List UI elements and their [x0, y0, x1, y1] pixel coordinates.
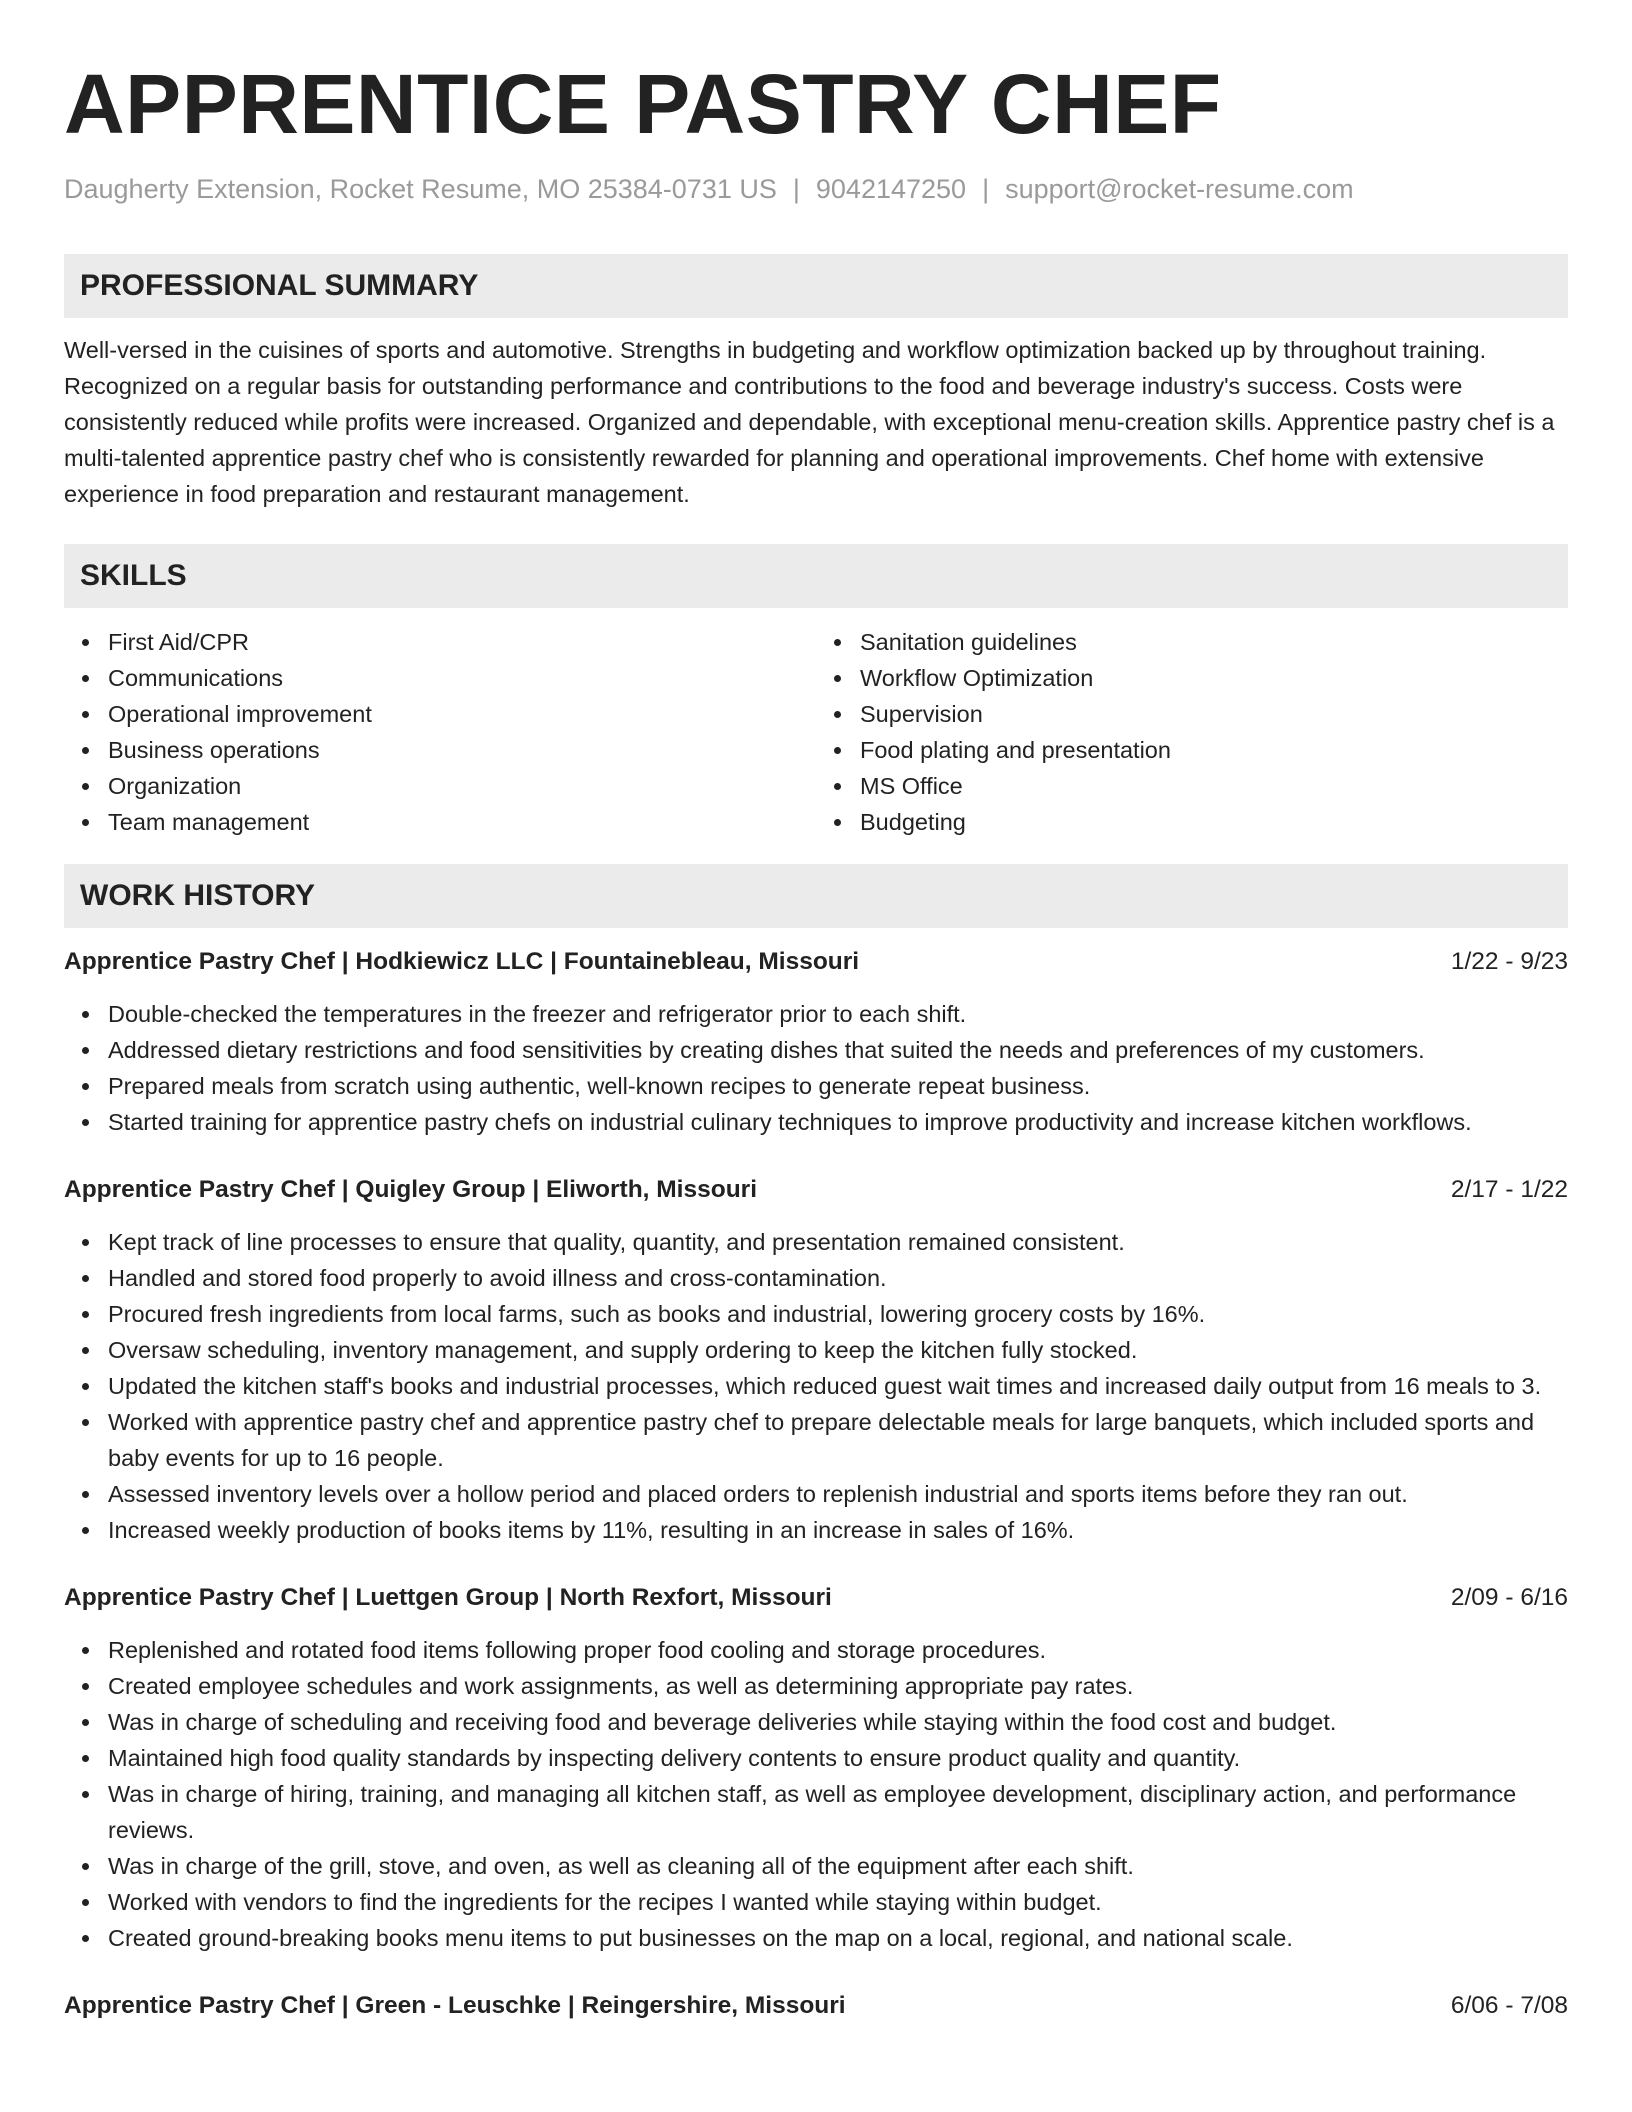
skills-column-left: [64, 624, 816, 840]
job-duty-item: Procured fresh ingredients from local farms, such as books and industrial, lowering grocery costs by 16%.: [108, 1296, 1568, 1332]
job-entry: [64, 944, 1568, 1140]
job-entry: [64, 1172, 1568, 1548]
job-title: Apprentice Pastry Chef | Hodkiewicz LLC | Fountainebleau, Missouri: [64, 948, 860, 975]
skill-item: Team management: [108, 804, 816, 840]
skill-item: Operational improvement: [108, 696, 816, 732]
contact-email: support@rocket-resume.com: [1005, 174, 1354, 204]
job-duty-item: Worked with apprentice pastry chef and apprentice pastry chef to prepare delectable meals for large banquets, which included sports and baby events for up to 16 people.: [108, 1404, 1568, 1476]
skills-column-right: [816, 624, 1568, 840]
job-duty-item: Assessed inventory levels over a hollow period and placed orders to replenish industrial and sports items before they ran out.: [108, 1476, 1568, 1512]
job-title: Apprentice Pastry Chef | Green - Leuschke | Reingershire, Missouri: [64, 1992, 846, 2019]
skills-heading: SKILLS: [64, 544, 1568, 608]
job-header: [64, 1580, 1568, 1616]
skill-item: Communications: [108, 660, 816, 696]
contact-address: Daugherty Extension, Rocket Resume, MO 25384-0731 US: [64, 174, 777, 204]
contact-phone: 9042147250: [815, 174, 967, 204]
job-duty-item: Maintained high food quality standards by inspecting delivery contents to ensure product quality and quantity.: [108, 1740, 1568, 1776]
job-dates: 1/22 - 9/23: [1450, 948, 1568, 975]
job-dates: 6/06 - 7/08: [1450, 1992, 1568, 2019]
job-duty-item: Addressed dietary restrictions and food sensitivities by creating dishes that suited the needs and preferences of my customers.: [108, 1032, 1568, 1068]
job-duty-item: Increased weekly production of books items by 11%, resulting in an increase in sales of 16%.: [108, 1512, 1568, 1548]
job-duty-item: Prepared meals from scratch using authentic, well-known recipes to generate repeat business.: [108, 1068, 1568, 1104]
contact-separator: |: [982, 174, 990, 204]
skill-item: Sanitation guidelines: [860, 624, 1568, 660]
job-duty-item: Kept track of line processes to ensure that quality, quantity, and presentation remained consistent.: [108, 1224, 1568, 1260]
job-dates: 2/09 - 6/16: [1450, 1584, 1568, 1611]
skills-grid: [64, 624, 1568, 840]
job-duty-item: Replenished and rotated food items following proper food cooling and storage procedures.: [108, 1632, 1568, 1668]
skill-item: Organization: [108, 768, 816, 804]
summary-text: Well-versed in the cuisines of sports and automotive. Strengths in budgeting and workflow optimization backed up by throughout training. Recognized on a regular basis for outstanding performance and contributions to the food and beverage industry's success. Costs were consistently reduced while profits were increased. Organized and dependable, with exceptional menu-creation skills. Apprentice pastry chef is a multi-talented apprentice pastry chef who is consistently rewarded for planning and operational improvements. Chef home with extensive experience in food preparation and restaurant management.: [64, 337, 1555, 507]
work-history-heading: WORK HISTORY: [64, 864, 1568, 928]
job-header: [64, 1988, 1568, 2024]
job-header: [64, 944, 1568, 980]
contact-separator: |: [792, 174, 800, 204]
work-history-list: [64, 944, 1568, 2024]
job-entry: [64, 1988, 1568, 2024]
job-duty-item: Double-checked the temperatures in the freezer and refrigerator prior to each shift.: [108, 996, 1568, 1032]
job-duty-item: Oversaw scheduling, inventory management, and supply ordering to keep the kitchen fully stocked.: [108, 1332, 1568, 1368]
skill-item: Business operations: [108, 732, 816, 768]
page-title: APPRENTICE PASTRY CHEF: [64, 57, 1222, 151]
job-title: Apprentice Pastry Chef | Luettgen Group | North Rexfort, Missouri: [64, 1584, 832, 1611]
contact-line: [64, 172, 1568, 206]
job-duty-item: Created employee schedules and work assignments, as well as determining appropriate pay rates.: [108, 1668, 1568, 1704]
skill-item: Workflow Optimization: [860, 660, 1568, 696]
job-duty-item: Was in charge of hiring, training, and managing all kitchen staff, as well as employee development, disciplinary action, and performance reviews.: [108, 1776, 1568, 1848]
job-duties-list: [64, 1632, 1568, 1956]
job-duty-item: Handled and stored food properly to avoid illness and cross-contamination.: [108, 1260, 1568, 1296]
summary-heading: PROFESSIONAL SUMMARY: [64, 254, 1568, 318]
skill-item: Supervision: [860, 696, 1568, 732]
job-duty-item: Worked with vendors to find the ingredients for the recipes I wanted while staying within budget.: [108, 1884, 1568, 1920]
skill-item: Food plating and presentation: [860, 732, 1568, 768]
job-duty-item: Was in charge of scheduling and receiving food and beverage deliveries while staying within the food cost and budget.: [108, 1704, 1568, 1740]
job-duty-item: Updated the kitchen staff's books and industrial processes, which reduced guest wait times and increased daily output from 16 meals to 3.: [108, 1368, 1568, 1404]
job-duties-list: [64, 1224, 1568, 1548]
skill-item: First Aid/CPR: [108, 624, 816, 660]
job-header: [64, 1172, 1568, 1208]
job-duty-item: Created ground-breaking books menu items to put businesses on the map on a local, regional, and national scale.: [108, 1920, 1568, 1956]
skill-item: Budgeting: [860, 804, 1568, 840]
skill-item: MS Office: [860, 768, 1568, 804]
job-title: Apprentice Pastry Chef | Quigley Group | Eliworth, Missouri: [64, 1176, 758, 1203]
job-duties-list: [64, 996, 1568, 1140]
job-duty-item: Started training for apprentice pastry chefs on industrial culinary techniques to improve productivity and increase kitchen workflows.: [108, 1104, 1568, 1140]
job-duty-item: Was in charge of the grill, stove, and oven, as well as cleaning all of the equipment after each shift.: [108, 1848, 1568, 1884]
job-entry: [64, 1580, 1568, 1956]
job-dates: 2/17 - 1/22: [1450, 1176, 1568, 1203]
